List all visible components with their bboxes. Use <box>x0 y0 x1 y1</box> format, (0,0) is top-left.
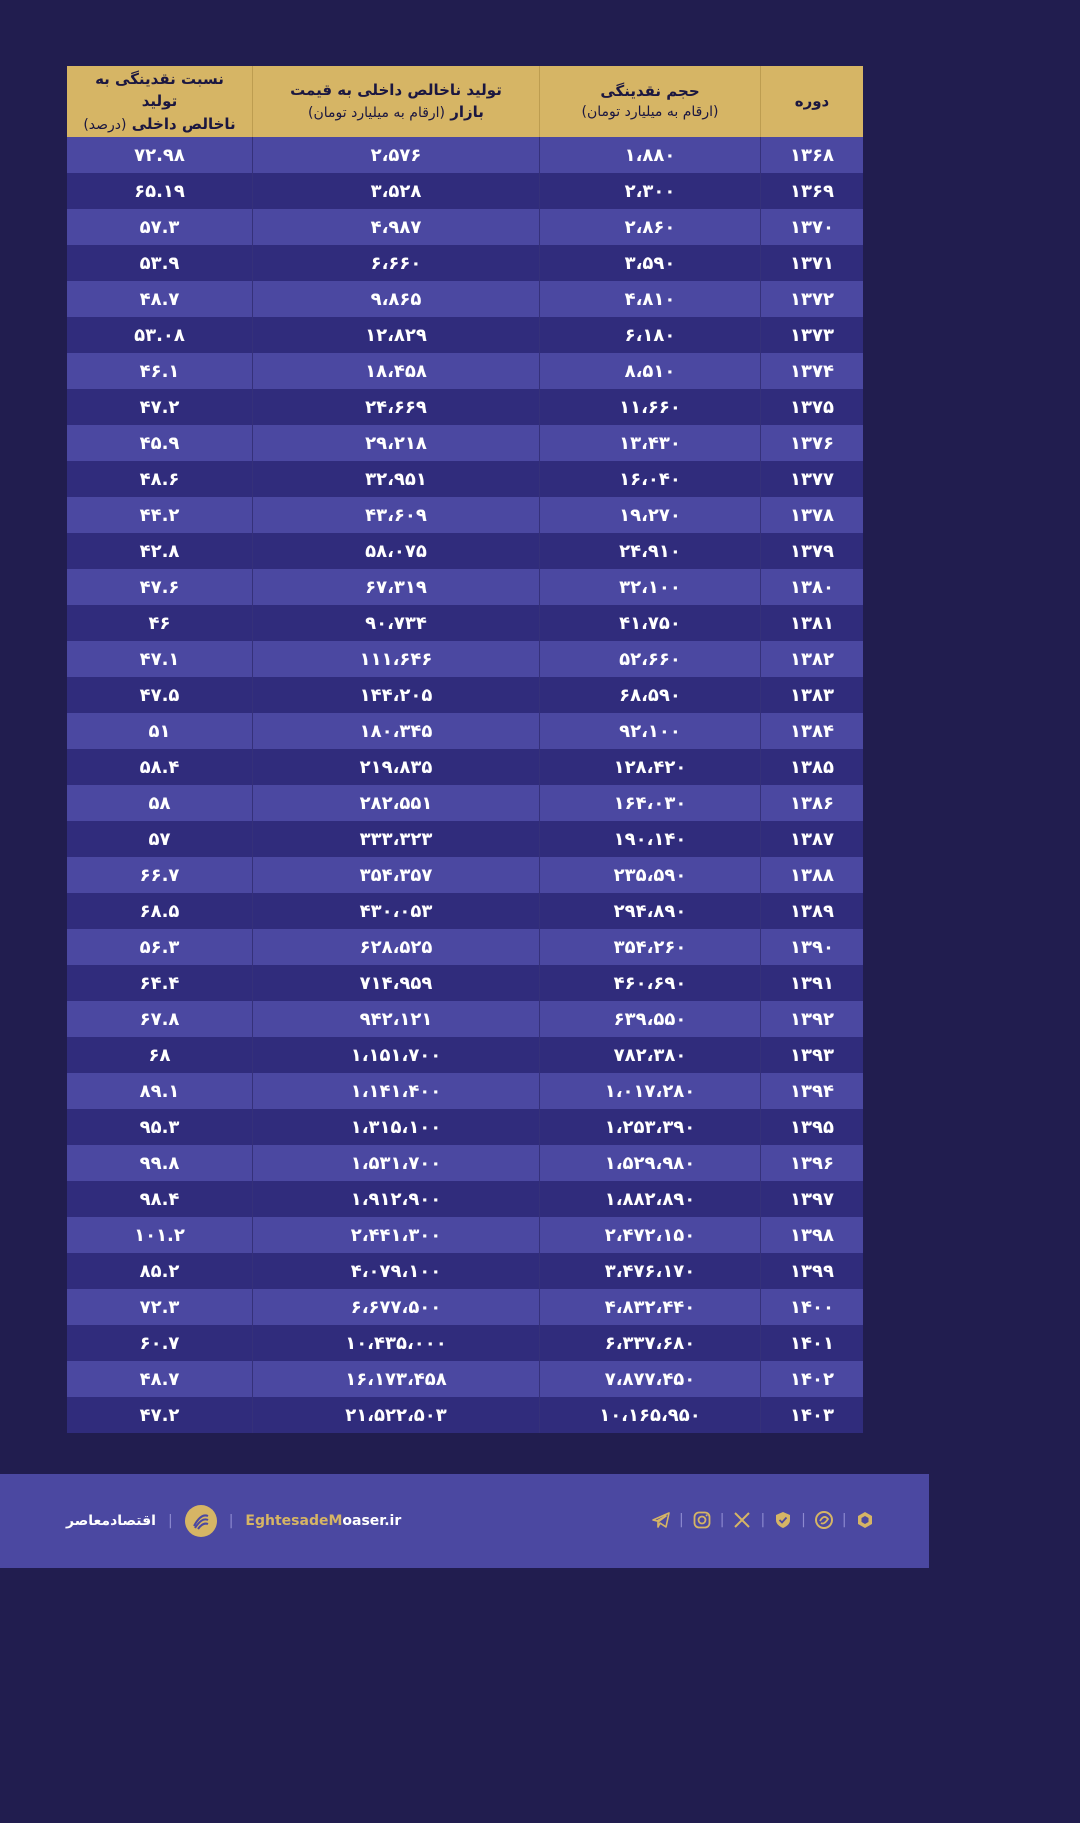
cell-ratio: ۴۵.۹ <box>67 425 253 461</box>
cell-liquidity: ۱،۰۱۷،۲۸۰ <box>540 1073 761 1109</box>
cell-liquidity: ۱،۵۲۹،۹۸۰ <box>540 1145 761 1181</box>
cell-ratio: ۶۰.۷ <box>67 1325 253 1361</box>
cell-gdp: ۶،۶۶۰ <box>253 245 540 281</box>
cell-gdp: ۴،۹۸۷ <box>253 209 540 245</box>
cell-ratio: ۵۷ <box>67 821 253 857</box>
cell-liquidity: ۱،۲۵۳،۳۹۰ <box>540 1109 761 1145</box>
cell-ratio: ۹۹.۸ <box>67 1145 253 1181</box>
table-row <box>67 1325 863 1361</box>
table-row <box>67 1073 863 1109</box>
cell-liquidity: ۲،۳۰۰ <box>540 173 761 209</box>
cell-gdp: ۱۶،۱۷۳،۴۵۸ <box>253 1361 540 1397</box>
cell-period: ۱۳۹۳ <box>761 1037 864 1073</box>
table-row <box>67 1037 863 1073</box>
cell-ratio: ۷۲.۹۸ <box>67 137 253 173</box>
cell-liquidity: ۱۹۰،۱۴۰ <box>540 821 761 857</box>
cell-ratio: ۱۰۱.۲ <box>67 1217 253 1253</box>
table-row <box>67 569 863 605</box>
cell-ratio: ۴۸.۶ <box>67 461 253 497</box>
cell-period: ۱۳۸۹ <box>761 893 864 929</box>
table-row <box>67 1109 863 1145</box>
cell-period: ۱۳۷۷ <box>761 461 864 497</box>
footer-brand <box>66 1506 401 1536</box>
cell-ratio: ۴۸.۷ <box>67 1361 253 1397</box>
cell-liquidity: ۴،۸۳۲،۴۴۰ <box>540 1289 761 1325</box>
cell-gdp: ۴۳،۶۰۹ <box>253 497 540 533</box>
cell-period: ۱۳۷۰ <box>761 209 864 245</box>
site-part-2: M <box>328 1513 343 1529</box>
brand-separator: | <box>167 1513 173 1529</box>
table-row <box>67 1289 863 1325</box>
cell-gdp: ۲۸۲،۵۵۱ <box>253 785 540 821</box>
cell-liquidity: ۱۳،۴۳۰ <box>540 425 761 461</box>
table-row <box>67 641 863 677</box>
cell-gdp: ۱،۱۵۱،۷۰۰ <box>253 1037 540 1073</box>
table-row <box>67 749 863 785</box>
social-icons: | | | | | <box>650 1507 876 1533</box>
cell-period: ۱۳۹۶ <box>761 1145 864 1181</box>
cell-gdp: ۱۱۱،۶۴۶ <box>253 641 540 677</box>
cell-liquidity: ۲۹۴،۸۹۰ <box>540 893 761 929</box>
cell-period: ۱۳۸۵ <box>761 749 864 785</box>
cell-period: ۱۳۹۹ <box>761 1253 864 1289</box>
cell-ratio: ۴۷.۱ <box>67 641 253 677</box>
cell-ratio: ۷۲.۳ <box>67 1289 253 1325</box>
cell-period: ۱۳۹۰ <box>761 929 864 965</box>
header-period-label: دوره <box>794 92 830 111</box>
cell-ratio: ۶۸.۵ <box>67 893 253 929</box>
cell-ratio: ۵۷.۳ <box>67 209 253 245</box>
table-row <box>67 209 863 245</box>
cell-liquidity: ۷،۸۷۷،۴۵۰ <box>540 1361 761 1397</box>
cell-period: ۱۳۸۶ <box>761 785 864 821</box>
liquidity-gdp-table <box>67 66 863 1433</box>
cell-gdp: ۱،۹۱۲،۹۰۰ <box>253 1181 540 1217</box>
cell-ratio: ۶۴.۴ <box>67 965 253 1001</box>
cell-period: ۱۴۰۲ <box>761 1361 864 1397</box>
cell-ratio: ۴۴.۲ <box>67 497 253 533</box>
table-row <box>67 1253 863 1289</box>
cell-ratio: ۹۸.۴ <box>67 1181 253 1217</box>
cell-gdp: ۱۲،۸۲۹ <box>253 317 540 353</box>
table-row <box>67 713 863 749</box>
cell-period: ۱۴۰۳ <box>761 1397 864 1433</box>
cell-period: ۱۳۷۳ <box>761 317 864 353</box>
cell-liquidity: ۱۱،۶۶۰ <box>540 389 761 425</box>
cell-gdp: ۳،۵۲۸ <box>253 173 540 209</box>
table-header-row <box>67 66 863 137</box>
cell-period: ۱۳۷۴ <box>761 353 864 389</box>
header-gdp <box>253 66 540 137</box>
table-row <box>67 677 863 713</box>
cell-gdp: ۵۸،۰۷۵ <box>253 533 540 569</box>
cell-period: ۱۳۷۵ <box>761 389 864 425</box>
cell-gdp: ۷۱۴،۹۵۹ <box>253 965 540 1001</box>
cell-period: ۱۳۶۹ <box>761 173 864 209</box>
site-part-3: oaser.ir <box>342 1513 402 1529</box>
cell-liquidity: ۸،۵۱۰ <box>540 353 761 389</box>
cell-liquidity: ۵۲،۶۶۰ <box>540 641 761 677</box>
cell-ratio: ۹۵.۳ <box>67 1109 253 1145</box>
cell-gdp: ۶۷،۳۱۹ <box>253 569 540 605</box>
data-table-wrapper <box>67 66 863 1433</box>
table-row <box>67 1397 863 1433</box>
cell-gdp: ۱۴۴،۲۰۵ <box>253 677 540 713</box>
header-gdp-title: تولید ناخالص داخلی به قیمت <box>290 80 502 99</box>
cell-period: ۱۳۷۸ <box>761 497 864 533</box>
cell-ratio: ۵۳.۹ <box>67 245 253 281</box>
cell-ratio: ۵۶.۳ <box>67 929 253 965</box>
cell-period: ۱۳۹۸ <box>761 1217 864 1253</box>
table-row <box>67 533 863 569</box>
cell-ratio: ۸۹.۱ <box>67 1073 253 1109</box>
cell-period: ۱۳۸۱ <box>761 605 864 641</box>
cell-liquidity: ۱،۸۸۰ <box>540 137 761 173</box>
cell-ratio: ۶۸ <box>67 1037 253 1073</box>
instagram-icon[interactable] <box>691 1509 713 1531</box>
cell-period: ۱۳۸۴ <box>761 713 864 749</box>
cell-period: ۱۳۷۱ <box>761 245 864 281</box>
header-ratio-title: نسبت نقدینگی به تولید <box>95 69 224 110</box>
cell-gdp: ۲۹،۲۱۸ <box>253 425 540 461</box>
header-liquidity-unit: (ارقام به میلیارد تومان) <box>581 104 719 121</box>
cell-period: ۱۳۹۲ <box>761 1001 864 1037</box>
table-row <box>67 137 863 173</box>
header-ratio <box>67 66 253 137</box>
cell-gdp: ۴،۰۷۹،۱۰۰ <box>253 1253 540 1289</box>
cell-liquidity: ۲،۸۶۰ <box>540 209 761 245</box>
table-row <box>67 281 863 317</box>
table-row <box>67 461 863 497</box>
header-gdp-title-cont: بازار <box>450 103 484 122</box>
table-row <box>67 245 863 281</box>
cell-liquidity: ۳،۴۷۶،۱۷۰ <box>540 1253 761 1289</box>
cell-ratio: ۵۸ <box>67 785 253 821</box>
cell-ratio: ۴۶ <box>67 605 253 641</box>
table-row <box>67 497 863 533</box>
cell-liquidity: ۲۴،۹۱۰ <box>540 533 761 569</box>
cell-ratio: ۶۶.۷ <box>67 857 253 893</box>
cell-liquidity: ۶۳۹،۵۵۰ <box>540 1001 761 1037</box>
cell-period: ۱۳۹۱ <box>761 965 864 1001</box>
cell-liquidity: ۴،۸۱۰ <box>540 281 761 317</box>
hexagon-icon[interactable] <box>854 1509 876 1531</box>
cell-liquidity: ۴۶۰،۶۹۰ <box>540 965 761 1001</box>
cell-gdp: ۳۲،۹۵۱ <box>253 461 540 497</box>
table-row <box>67 929 863 965</box>
table-row <box>67 425 863 461</box>
cell-ratio: ۴۷.۶ <box>67 569 253 605</box>
header-liquidity-title: حجم نقدینگی <box>600 81 700 100</box>
cell-gdp: ۴۳۰،۰۵۳ <box>253 893 540 929</box>
cell-gdp: ۱۸۰،۳۴۵ <box>253 713 540 749</box>
telegram-icon[interactable] <box>650 1509 672 1531</box>
cell-period: ۱۳۷۶ <box>761 425 864 461</box>
eghtesad-logo-icon <box>185 1505 217 1537</box>
table-row <box>67 1361 863 1397</box>
cell-period: ۱۳۹۴ <box>761 1073 864 1109</box>
header-liquidity <box>540 66 761 137</box>
brand-separator-2: | <box>228 1513 234 1529</box>
table-row <box>67 1217 863 1253</box>
table-body <box>67 137 863 1433</box>
table-row <box>67 389 863 425</box>
cell-gdp: ۲۴،۶۶۹ <box>253 389 540 425</box>
cell-liquidity: ۲،۴۷۲،۱۵۰ <box>540 1217 761 1253</box>
cell-period: ۱۳۸۳ <box>761 677 864 713</box>
table-row <box>67 173 863 209</box>
cell-liquidity: ۲۳۵،۵۹۰ <box>540 857 761 893</box>
cell-liquidity: ۱۶۴،۰۳۰ <box>540 785 761 821</box>
cell-period: ۱۳۶۸ <box>761 137 864 173</box>
table-row <box>67 821 863 857</box>
cell-gdp: ۹۰،۷۳۴ <box>253 605 540 641</box>
table-row <box>67 605 863 641</box>
cell-period: ۱۳۷۹ <box>761 533 864 569</box>
header-period <box>761 66 864 137</box>
table-row <box>67 857 863 893</box>
cell-ratio: ۵۱ <box>67 713 253 749</box>
cell-ratio: ۴۷.۵ <box>67 677 253 713</box>
cell-gdp: ۹،۸۶۵ <box>253 281 540 317</box>
cell-period: ۱۳۷۲ <box>761 281 864 317</box>
cell-liquidity: ۱۰،۱۶۵،۹۵۰ <box>540 1397 761 1433</box>
shield-check-icon[interactable] <box>772 1509 794 1531</box>
cell-liquidity: ۳۵۴،۲۶۰ <box>540 929 761 965</box>
cell-gdp: ۲۱،۵۲۲،۵۰۳ <box>253 1397 540 1433</box>
cell-ratio: ۴۷.۲ <box>67 1397 253 1433</box>
cell-ratio: ۶۷.۸ <box>67 1001 253 1037</box>
cell-period: ۱۳۸۷ <box>761 821 864 857</box>
cell-period: ۱۳۸۸ <box>761 857 864 893</box>
cell-liquidity: ۴۱،۷۵۰ <box>540 605 761 641</box>
website-link[interactable] <box>245 1513 401 1529</box>
cell-liquidity: ۷۸۲،۳۸۰ <box>540 1037 761 1073</box>
table-row <box>67 1145 863 1181</box>
cell-ratio: ۴۶.۱ <box>67 353 253 389</box>
cell-ratio: ۴۲.۸ <box>67 533 253 569</box>
x-icon[interactable] <box>731 1509 753 1531</box>
cell-gdp: ۹۴۲،۱۲۱ <box>253 1001 540 1037</box>
cell-gdp: ۱،۱۴۱،۴۰۰ <box>253 1073 540 1109</box>
table-row <box>67 317 863 353</box>
brand-name-fa: اقتصادمعاصر <box>66 1513 156 1529</box>
cell-liquidity: ۱۲۸،۴۲۰ <box>540 749 761 785</box>
table-row <box>67 1001 863 1037</box>
cell-liquidity: ۳،۵۹۰ <box>540 245 761 281</box>
cell-period: ۱۳۹۵ <box>761 1109 864 1145</box>
cell-gdp: ۳۵۴،۳۵۷ <box>253 857 540 893</box>
header-ratio-unit: (درصد) <box>83 116 127 133</box>
cell-ratio: ۵۸.۴ <box>67 749 253 785</box>
cell-liquidity: ۶،۱۸۰ <box>540 317 761 353</box>
cell-ratio: ۶۵.۱۹ <box>67 173 253 209</box>
cell-liquidity: ۶۸،۵۹۰ <box>540 677 761 713</box>
cell-liquidity: ۹۲،۱۰۰ <box>540 713 761 749</box>
cell-liquidity: ۱۹،۲۷۰ <box>540 497 761 533</box>
cell-gdp: ۲۱۹،۸۳۵ <box>253 749 540 785</box>
cell-ratio: ۴۷.۲ <box>67 389 253 425</box>
cell-gdp: ۶۲۸،۵۲۵ <box>253 929 540 965</box>
cell-liquidity: ۶،۳۳۷،۶۸۰ <box>540 1325 761 1361</box>
table-row <box>67 785 863 821</box>
cell-ratio: ۴۸.۷ <box>67 281 253 317</box>
cell-gdp: ۱،۳۱۵،۱۰۰ <box>253 1109 540 1145</box>
cell-period: ۱۳۸۰ <box>761 569 864 605</box>
site-part-1: Eghtesade <box>245 1513 329 1529</box>
cell-gdp: ۱۸،۴۵۸ <box>253 353 540 389</box>
cell-liquidity: ۳۲،۱۰۰ <box>540 569 761 605</box>
cell-ratio: ۸۵.۲ <box>67 1253 253 1289</box>
table-row <box>67 893 863 929</box>
cell-liquidity: ۱۶،۰۴۰ <box>540 461 761 497</box>
table-row <box>67 353 863 389</box>
cell-period: ۱۳۹۷ <box>761 1181 864 1217</box>
cell-liquidity: ۱،۸۸۲،۸۹۰ <box>540 1181 761 1217</box>
cell-gdp: ۱،۵۳۱،۷۰۰ <box>253 1145 540 1181</box>
table-row <box>67 1181 863 1217</box>
cell-period: ۱۳۸۲ <box>761 641 864 677</box>
cell-gdp: ۲،۵۷۶ <box>253 137 540 173</box>
eghtesad-app-icon[interactable] <box>813 1509 835 1531</box>
cell-ratio: ۵۳.۰۸ <box>67 317 253 353</box>
cell-gdp: ۱۰،۴۳۵،۰۰۰ <box>253 1325 540 1361</box>
cell-gdp: ۶،۶۷۷،۵۰۰ <box>253 1289 540 1325</box>
header-gdp-unit: (ارقام به میلیارد تومان) <box>308 105 446 122</box>
header-ratio-title-cont: ناخالص داخلی <box>131 114 236 133</box>
cell-gdp: ۲،۴۴۱،۳۰۰ <box>253 1217 540 1253</box>
footer-bar <box>0 1474 929 1568</box>
table-row <box>67 965 863 1001</box>
cell-period: ۱۴۰۱ <box>761 1325 864 1361</box>
cell-period: ۱۴۰۰ <box>761 1289 864 1325</box>
cell-gdp: ۳۳۳،۳۲۳ <box>253 821 540 857</box>
